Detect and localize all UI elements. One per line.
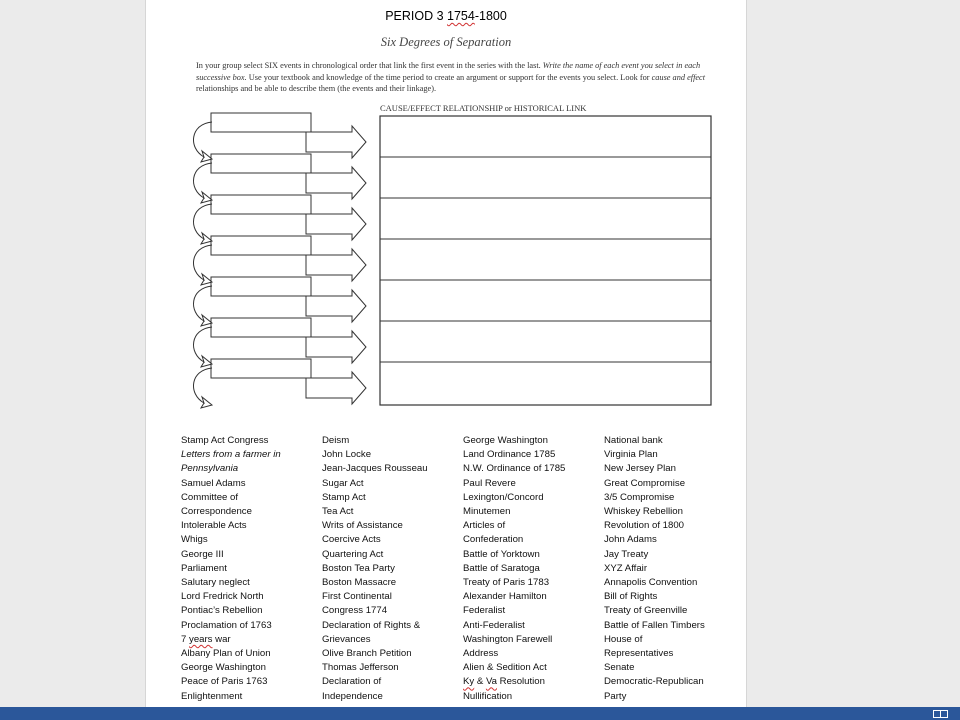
event-box-5 xyxy=(211,277,311,296)
term-item: Alexander Hamilton xyxy=(463,591,547,603)
term-item: Land Ordinance 1785 xyxy=(463,449,556,461)
curved-arrow-2 xyxy=(194,163,212,203)
link-table-heading: CAUSE/EFFECT RELATIONSHIP or HISTORICAL LINK xyxy=(380,103,587,113)
event-box-7 xyxy=(211,359,311,378)
page-title: PERIOD 3 1754-1800 xyxy=(385,9,507,23)
term-item: Party xyxy=(604,690,627,702)
term-item: Boston Tea Party xyxy=(322,562,395,574)
term-item: Olive Branch Petition xyxy=(322,648,412,660)
term-item: Quartering Act xyxy=(322,548,384,560)
term-item: Alien & Sedition Act xyxy=(463,662,547,674)
term-item: New Jersey Plan xyxy=(604,463,676,475)
arrow-right-5 xyxy=(306,290,366,322)
term-item: Thomas Jefferson xyxy=(322,662,399,674)
curved-arrow-1 xyxy=(194,122,212,162)
term-item: Jean-Jacques Rousseau xyxy=(322,463,428,475)
term-item: Ky & Va Resolution xyxy=(463,676,545,688)
event-box-1 xyxy=(211,113,311,132)
event-chain-diagram xyxy=(146,0,746,420)
event-box-3 xyxy=(211,195,311,214)
term-item: Treaty of Paris 1783 xyxy=(463,577,550,589)
term-item: Pontiac’s Rebellion xyxy=(181,605,263,617)
term-column-4 xyxy=(604,434,705,704)
term-item: Virginia Plan xyxy=(604,449,658,461)
term-item: John Locke xyxy=(322,449,372,461)
event-box-4 xyxy=(211,236,311,255)
term-item: First Continental xyxy=(322,591,392,603)
term-item: Confederation xyxy=(463,534,524,546)
term-item: Paul Revere xyxy=(463,477,516,489)
term-item: Federalist xyxy=(463,605,506,617)
instructions: In your group select SIX events in chronological order that link the first event in the series with the last. Write the name of each event you select in each successive box. Use your textbook and knowledge of the time period to create an argument or support for the events you select. Look for cause and effect relationships and be able to describe them (the events and their linkage). xyxy=(196,61,706,93)
term-item: Boston Massacre xyxy=(322,577,397,589)
status-bar xyxy=(0,707,960,720)
term-item: House of xyxy=(604,633,643,645)
term-item: Enlightenment xyxy=(181,690,243,702)
term-item: Intolerable Acts xyxy=(181,520,247,532)
term-item: Stamp Act Congress xyxy=(181,435,269,446)
term-column-2 xyxy=(322,434,428,704)
term-item: Deism xyxy=(322,435,350,446)
curved-arrow-7 xyxy=(194,368,212,408)
read-mode-icon[interactable] xyxy=(933,710,948,718)
term-item: Sugar Act xyxy=(322,477,364,489)
term-item: Senate xyxy=(604,662,635,674)
term-item: N.W. Ordinance of 1785 xyxy=(463,463,566,475)
term-item: Battle of Saratoga xyxy=(463,562,540,574)
term-item: Great Compromise xyxy=(604,477,686,489)
term-item: 7 years war xyxy=(181,633,231,645)
term-item: Address xyxy=(463,648,499,660)
term-item: XYZ Affair xyxy=(604,562,648,574)
term-item: Pennsylvania xyxy=(181,463,239,475)
term-item: Tea Act xyxy=(322,506,354,518)
term-column-1 xyxy=(181,434,281,704)
document-page[interactable] xyxy=(145,0,747,707)
curved-arrow-4 xyxy=(194,245,212,285)
term-item: Revolution of 1800 xyxy=(604,520,685,532)
arrow-right-4 xyxy=(306,249,366,281)
arrow-right-2 xyxy=(306,167,366,199)
term-item: George III xyxy=(181,548,224,560)
term-item: Congress 1774 xyxy=(322,605,388,617)
term-column-3 xyxy=(463,434,565,704)
term-item: Declaration of Rights & xyxy=(322,619,421,631)
curved-arrow-6 xyxy=(194,327,212,367)
term-item: Lexington/Concord xyxy=(463,491,544,503)
term-item: Representatives xyxy=(604,648,674,660)
term-item: Treaty of Greenville xyxy=(604,605,688,617)
term-item: Nullification xyxy=(463,690,513,702)
term-item: George Washington xyxy=(463,435,548,446)
term-item: Anti-Federalist xyxy=(463,619,525,631)
term-item: Albany Plan of Union xyxy=(181,648,271,660)
arrow-right-3 xyxy=(306,208,366,240)
term-item: Articles of xyxy=(463,520,506,532)
term-item: Whiskey Rebellion xyxy=(604,506,683,518)
term-item: Democratic-Republican xyxy=(604,676,704,688)
event-box-6 xyxy=(211,318,311,337)
term-item: Peace of Paris 1763 xyxy=(181,676,268,688)
arrow-right-1 xyxy=(306,126,366,158)
term-item: Samuel Adams xyxy=(181,477,246,489)
term-item: Battle of Yorktown xyxy=(463,548,540,560)
term-item: Stamp Act xyxy=(322,491,366,503)
term-item: Jay Treaty xyxy=(604,548,649,560)
term-item: Correspondence xyxy=(181,506,252,518)
page-subtitle: Six Degrees of Separation xyxy=(380,35,512,49)
term-item: John Adams xyxy=(604,534,657,546)
term-item: Committee of xyxy=(181,491,239,503)
term-item: Independence xyxy=(322,690,383,702)
term-item: Proclamation of 1763 xyxy=(181,619,272,631)
title-spellcheck-word: 1754 xyxy=(447,9,475,23)
term-item: Minutemen xyxy=(463,506,511,518)
term-item: Salutary neglect xyxy=(181,577,250,589)
term-item: Writs of Assistance xyxy=(322,520,403,532)
term-item: George Washington xyxy=(181,662,266,674)
term-item: Whigs xyxy=(181,534,208,546)
term-item: Washington Farewell xyxy=(463,633,553,645)
term-item: Bill of Rights xyxy=(604,591,658,603)
term-item: National bank xyxy=(604,435,663,446)
term-item: Annapolis Convention xyxy=(604,577,698,589)
event-box-2 xyxy=(211,154,311,173)
arrow-right-7 xyxy=(306,372,366,404)
curved-arrow-5 xyxy=(194,286,212,326)
term-item: Coercive Acts xyxy=(322,534,381,546)
term-item: Declaration of xyxy=(322,676,382,688)
curved-arrow-3 xyxy=(194,204,212,244)
term-item: Lord Fredrick North xyxy=(181,591,264,603)
term-item: Grievances xyxy=(322,633,371,645)
term-item: Battle of Fallen Timbers xyxy=(604,619,705,631)
arrow-right-6 xyxy=(306,331,366,363)
term-item: Letters from a farmer in xyxy=(181,449,281,461)
term-item: Parliament xyxy=(181,562,227,574)
term-item: 3/5 Compromise xyxy=(604,491,675,503)
